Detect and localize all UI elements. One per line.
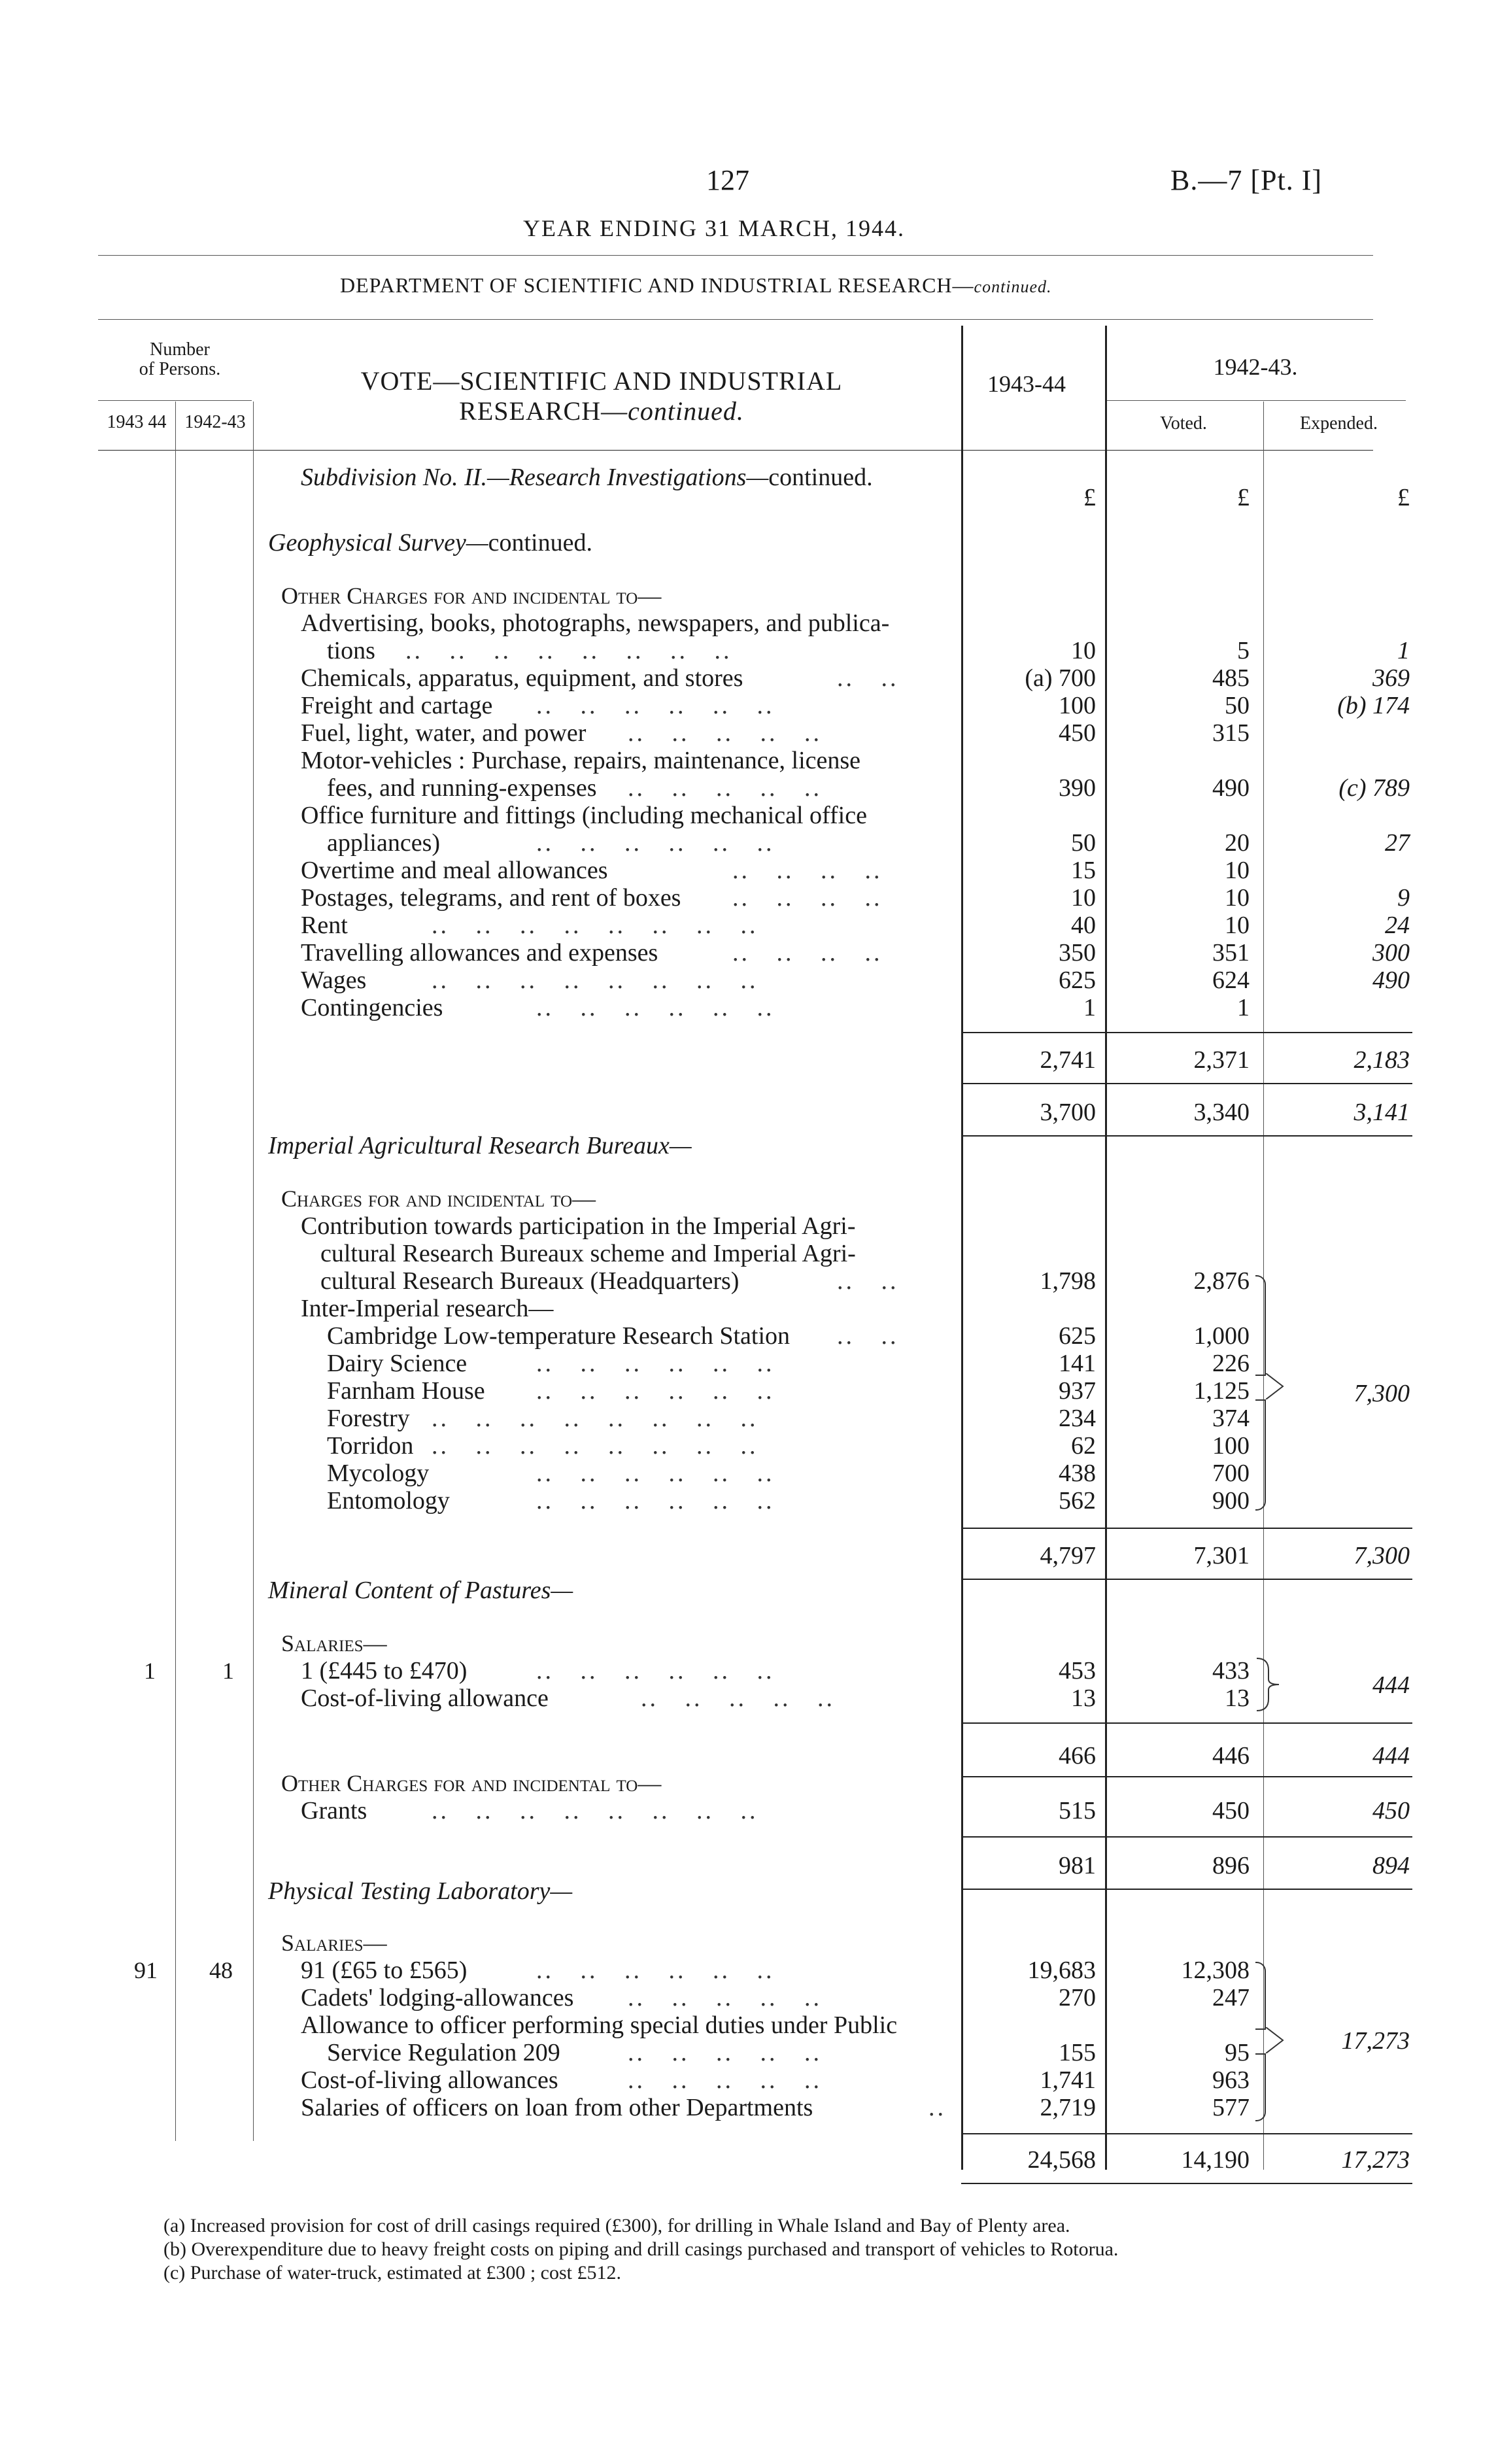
footnote-b: (b) Overexpenditure due to heavy freight costs on piping and drill casings purchased and transport of vehicles to Rotorua. bbox=[163, 2238, 1119, 2260]
geo-motor-voted: 490 bbox=[1212, 774, 1250, 802]
persons-header-rule bbox=[98, 400, 252, 401]
table-row: Office furniture and fittings (including mechanical office bbox=[301, 802, 867, 829]
geo-chemicals-voted: 485 bbox=[1212, 664, 1250, 692]
table-row: fees, and running-expenses .. .. .. .. .. bbox=[327, 774, 822, 802]
imp-mycology-voted: 700 bbox=[1212, 1460, 1250, 1487]
imp-total-expended: 7,300 bbox=[1353, 1542, 1410, 1569]
table-row: Postages, telegrams, and rent of boxes .. .. .. .. bbox=[301, 884, 883, 912]
imp-farnham-1943: 937 bbox=[1059, 1377, 1096, 1405]
table-row: Fuel, light, water, and power .. .. .. .. .. bbox=[301, 719, 822, 747]
total-rule bbox=[961, 1528, 1412, 1529]
total-rule bbox=[961, 2133, 1412, 2134]
table-row: appliances) .. .. .. .. .. .. bbox=[327, 829, 775, 857]
geophysical-title: Geophysical Survey—continued. bbox=[268, 529, 592, 556]
imp-forestry-1943: 234 bbox=[1059, 1405, 1096, 1432]
geo-wages-1943: 625 bbox=[1059, 967, 1096, 994]
min-col-voted: 13 bbox=[1225, 1685, 1250, 1712]
table-row: Advertising, books, photographs, newspapers, and publica- bbox=[301, 609, 890, 637]
geo-freight-voted: 50 bbox=[1225, 692, 1250, 719]
imp-contribution-1943: 1,798 bbox=[1040, 1267, 1096, 1295]
persons-1943-header: 1943 44 bbox=[107, 412, 167, 432]
brace-icon bbox=[1255, 1399, 1266, 1511]
phys-salary-1943: 19,683 bbox=[1027, 1957, 1096, 1984]
min-subtotal-voted: 446 bbox=[1212, 1742, 1250, 1770]
phys-loan-1943: 2,719 bbox=[1040, 2094, 1096, 2121]
imp-dairy-1943: 141 bbox=[1059, 1350, 1096, 1377]
geo-travelling-voted: 351 bbox=[1212, 939, 1250, 967]
min-salary-1943: 453 bbox=[1059, 1657, 1096, 1685]
col-1942-rule bbox=[1105, 400, 1406, 401]
col-voted-header: Voted. bbox=[1160, 413, 1207, 434]
imp-total-1943: 4,797 bbox=[1040, 1542, 1096, 1569]
geophysical-other-charges: Other Charges for and incidental to— bbox=[281, 583, 662, 609]
geo-wages-expended: 490 bbox=[1372, 967, 1410, 994]
phys-allowance-1943: 155 bbox=[1059, 2039, 1096, 2066]
geo-rent-voted: 10 bbox=[1225, 912, 1250, 939]
table-row: tions .. .. .. .. .. .. .. .. bbox=[327, 637, 732, 664]
persons-header: Number of Persons. bbox=[139, 339, 221, 379]
mineral-title: Mineral Content of Pastures— bbox=[268, 1577, 573, 1604]
table-row: Service Regulation 209 .. .. .. .. .. bbox=[327, 2039, 822, 2066]
physical-persons-1943: 91 bbox=[134, 1957, 158, 1983]
imp-dairy-voted: 226 bbox=[1212, 1350, 1250, 1377]
currency-expended: £ bbox=[1397, 484, 1410, 511]
geo-motor-expended: (c) 789 bbox=[1338, 774, 1410, 802]
table-row: Cost-of-living allowances .. .. .. .. .. bbox=[301, 2066, 822, 2094]
year-title: YEAR ENDING 31 MARCH, 1944. bbox=[523, 215, 905, 241]
geo-travelling-expended: 300 bbox=[1372, 939, 1410, 967]
geo-furniture-1943: 50 bbox=[1071, 829, 1096, 857]
imp-torridon-1943: 62 bbox=[1071, 1432, 1096, 1460]
imp-entomology-voted: 900 bbox=[1212, 1487, 1250, 1514]
persons-1942-header: 1942-43 bbox=[184, 412, 246, 432]
table-row: Motor-vehicles : Purchase, repairs, maintenance, license bbox=[301, 747, 861, 774]
table-row: Inter-Imperial research— bbox=[301, 1295, 554, 1322]
physical-title: Physical Testing Laboratory— bbox=[268, 1877, 573, 1905]
imp-cambridge-voted: 1,000 bbox=[1193, 1322, 1250, 1350]
table-row: 1 (£445 to £470) .. .. .. .. .. .. bbox=[301, 1657, 775, 1685]
min-salary-voted: 433 bbox=[1212, 1657, 1250, 1685]
subtotal-rule bbox=[961, 1722, 1412, 1724]
table-row: Allowance to officer performing special duties under Public bbox=[301, 2011, 898, 2039]
imp-total-voted: 7,301 bbox=[1193, 1542, 1250, 1569]
total-bottom-rule bbox=[961, 1579, 1412, 1580]
brace-point-icon bbox=[1266, 1373, 1284, 1399]
min-bracket-expended: 444 bbox=[1372, 1671, 1410, 1699]
total-bottom-rule bbox=[961, 1135, 1412, 1137]
imp-forestry-voted: 374 bbox=[1212, 1405, 1250, 1432]
phys-total-1943: 24,568 bbox=[1027, 2146, 1096, 2174]
min-total-voted: 896 bbox=[1212, 1852, 1250, 1879]
table-row: Salaries of officers on loan from other Departments .. bbox=[301, 2094, 946, 2121]
geo-rent-1943: 40 bbox=[1071, 912, 1096, 939]
phys-total-expended: 17,273 bbox=[1341, 2146, 1410, 2174]
table-row: Dairy Science .. .. .. .. .. .. bbox=[327, 1350, 775, 1377]
imp-mycology-1943: 438 bbox=[1059, 1460, 1096, 1487]
header-bottom-rule bbox=[98, 450, 1373, 451]
min-total-1943: 981 bbox=[1059, 1852, 1096, 1879]
table-row: Overtime and meal allowances .. .. .. .. bbox=[301, 857, 883, 884]
vote-title: VOTE—SCIENTIFIC AND INDUSTRIAL RESEARCH—continued. bbox=[360, 366, 843, 426]
geo-postages-voted: 10 bbox=[1225, 884, 1250, 912]
brace-point-icon bbox=[1266, 2027, 1284, 2053]
geo-subtotal-1943: 2,741 bbox=[1040, 1046, 1096, 1074]
table-row: Wages .. .. .. .. .. .. .. .. bbox=[301, 967, 758, 994]
geo-furniture-voted: 20 bbox=[1225, 829, 1250, 857]
physical-persons-1942: 48 bbox=[209, 1957, 233, 1983]
phys-total-voted: 14,190 bbox=[1181, 2146, 1250, 2174]
table-row: Rent .. .. .. .. .. .. .. .. bbox=[301, 912, 758, 939]
brace-icon bbox=[1255, 1657, 1282, 1715]
geo-advertising-voted: 5 bbox=[1237, 637, 1250, 664]
geo-motor-1943: 390 bbox=[1059, 774, 1096, 802]
footnote-c: (c) Purchase of water-truck, estimated at £300 ; cost £512. bbox=[163, 2262, 622, 2284]
col-1943-left-rule bbox=[961, 326, 963, 2170]
brace-icon bbox=[1255, 1275, 1266, 1376]
min-total-expended: 894 bbox=[1372, 1852, 1410, 1879]
imp-farnham-voted: 1,125 bbox=[1193, 1377, 1250, 1405]
mineral-other-charges: Other Charges for and incidental to— bbox=[281, 1770, 662, 1796]
mineral-salaries: Salaries— bbox=[281, 1630, 387, 1656]
geo-fuel-voted: 315 bbox=[1212, 719, 1250, 747]
col-expended-header: Expended. bbox=[1300, 413, 1378, 434]
table-row: Entomology .. .. .. .. .. .. bbox=[327, 1487, 775, 1514]
mineral-persons-1942: 1 bbox=[222, 1658, 234, 1684]
min-subtotal-expended: 444 bbox=[1372, 1742, 1410, 1770]
geo-fuel-1943: 450 bbox=[1059, 719, 1096, 747]
phys-col-1943: 1,741 bbox=[1040, 2066, 1096, 2094]
brace-icon bbox=[1255, 1962, 1266, 2030]
geo-travelling-1943: 350 bbox=[1059, 939, 1096, 967]
mineral-persons-1943: 1 bbox=[144, 1658, 156, 1684]
table-row: Contribution towards participation in the Imperial Agri- bbox=[301, 1212, 856, 1240]
department-title: DEPARTMENT OF SCIENTIFIC AND INDUSTRIAL RESEARCH—continued. bbox=[340, 273, 1052, 297]
col-voted-left-rule bbox=[1105, 326, 1107, 2170]
imp-torridon-voted: 100 bbox=[1212, 1432, 1250, 1460]
imp-entomology-1943: 562 bbox=[1059, 1487, 1096, 1514]
table-row: cultural Research Bureaux (Headquarters) .. .. bbox=[320, 1267, 899, 1295]
physical-salaries: Salaries— bbox=[281, 1930, 387, 1956]
geo-rent-expended: 24 bbox=[1385, 912, 1410, 939]
phys-allowance-voted: 95 bbox=[1225, 2039, 1250, 2066]
geo-advertising-1943: 10 bbox=[1071, 637, 1096, 664]
col-1943-header: 1943-44 bbox=[987, 371, 1066, 397]
phys-cadets-1943: 270 bbox=[1059, 1984, 1096, 2011]
total-rule bbox=[961, 1083, 1412, 1084]
geo-total-voted: 3,340 bbox=[1193, 1099, 1250, 1126]
geo-overtime-1943: 15 bbox=[1071, 857, 1096, 884]
subdivision-title: Subdivision No. II.—Research Investigations—continued. bbox=[301, 464, 873, 491]
imperial-charges: Charges for and incidental to— bbox=[281, 1186, 596, 1212]
table-row: Grants .. .. .. .. .. .. .. .. bbox=[301, 1797, 758, 1824]
subtotal-bottom-rule bbox=[961, 1776, 1412, 1777]
geo-total-1943: 3,700 bbox=[1040, 1099, 1096, 1126]
min-grants-expended: 450 bbox=[1372, 1797, 1410, 1824]
phys-bracket-expended: 17,273 bbox=[1341, 2027, 1410, 2055]
subtotal-rule bbox=[961, 1032, 1412, 1033]
document-reference: B.—7 [Pt. I] bbox=[1170, 164, 1322, 196]
min-grants-voted: 450 bbox=[1212, 1797, 1250, 1824]
header-rule bbox=[98, 255, 1373, 256]
brace-icon bbox=[1255, 2053, 1266, 2121]
total-bottom-rule bbox=[961, 1889, 1412, 1890]
table-top-rule bbox=[98, 319, 1373, 320]
table-row: Travelling allowances and expenses .. .. .. .. bbox=[301, 939, 883, 967]
table-row: Torridon .. .. .. .. .. .. .. .. bbox=[327, 1432, 758, 1460]
footnote-a: (a) Increased provision for cost of drill casings required (£300), for drilling in Whale Island and Bay of Plenty area. bbox=[163, 2215, 1070, 2236]
col-1942-header: 1942-43. bbox=[1213, 354, 1298, 380]
geo-contingencies-voted: 1 bbox=[1237, 994, 1250, 1021]
imp-contribution-voted: 2,876 bbox=[1193, 1267, 1250, 1295]
geo-postages-1943: 10 bbox=[1071, 884, 1096, 912]
imp-cambridge-1943: 625 bbox=[1059, 1322, 1096, 1350]
table-row: Forestry .. .. .. .. .. .. .. .. bbox=[327, 1405, 758, 1432]
geo-freight-1943: 100 bbox=[1059, 692, 1096, 719]
phys-col-voted: 963 bbox=[1212, 2066, 1250, 2094]
min-grants-1943: 515 bbox=[1059, 1797, 1096, 1824]
persons-col-divider bbox=[175, 402, 176, 2141]
total-rule bbox=[961, 1836, 1412, 1838]
persons-col-right bbox=[253, 402, 254, 2141]
total-bottom-rule bbox=[961, 2183, 1412, 2184]
phys-cadets-voted: 247 bbox=[1212, 1984, 1250, 2011]
geo-subtotal-voted: 2,371 bbox=[1193, 1046, 1250, 1074]
table-row: Farnham House .. .. .. .. .. .. bbox=[327, 1377, 775, 1405]
table-row: Freight and cartage .. .. .. .. .. .. bbox=[301, 692, 775, 719]
table-row: Mycology .. .. .. .. .. .. bbox=[327, 1460, 775, 1487]
table-row: Cost-of-living allowance .. .. .. .. .. bbox=[301, 1685, 835, 1712]
geo-chemicals-1943: (a) 700 bbox=[1025, 664, 1096, 692]
geo-contingencies-1943: 1 bbox=[1083, 994, 1096, 1021]
table-row: cultural Research Bureaux scheme and Imperial Agri- bbox=[320, 1240, 856, 1267]
table-row: Cambridge Low-temperature Research Station .. .. bbox=[327, 1322, 899, 1350]
currency-voted: £ bbox=[1237, 484, 1250, 511]
min-col-1943: 13 bbox=[1071, 1685, 1096, 1712]
phys-salary-voted: 12,308 bbox=[1181, 1957, 1250, 1984]
table-row: Contingencies .. .. .. .. .. .. bbox=[301, 994, 775, 1021]
geo-postages-expended: 9 bbox=[1397, 884, 1410, 912]
geo-wages-voted: 624 bbox=[1212, 967, 1250, 994]
table-row: Cadets' lodging-allowances .. .. .. .. .. bbox=[301, 1984, 822, 2011]
geo-furniture-expended: 27 bbox=[1385, 829, 1410, 857]
geo-advertising-expended: 1 bbox=[1397, 637, 1410, 664]
table-row: 91 (£65 to £565) .. .. .. .. .. .. bbox=[301, 1957, 775, 1984]
currency-1943: £ bbox=[1083, 484, 1096, 511]
imperial-title: Imperial Agricultural Research Bureaux— bbox=[268, 1132, 692, 1159]
geo-subtotal-expended: 2,183 bbox=[1353, 1046, 1410, 1074]
geo-total-expended: 3,141 bbox=[1353, 1099, 1410, 1126]
geo-freight-expended: (b) 174 bbox=[1337, 692, 1410, 719]
geo-chemicals-expended: 369 bbox=[1372, 664, 1410, 692]
table-row: Chemicals, apparatus, equipment, and stores .. .. bbox=[301, 664, 899, 692]
imp-bracket-expended: 7,300 bbox=[1353, 1380, 1410, 1407]
phys-loan-voted: 577 bbox=[1212, 2094, 1250, 2121]
page-number: 127 bbox=[706, 164, 749, 196]
min-subtotal-1943: 466 bbox=[1059, 1742, 1096, 1770]
geo-overtime-voted: 10 bbox=[1225, 857, 1250, 884]
